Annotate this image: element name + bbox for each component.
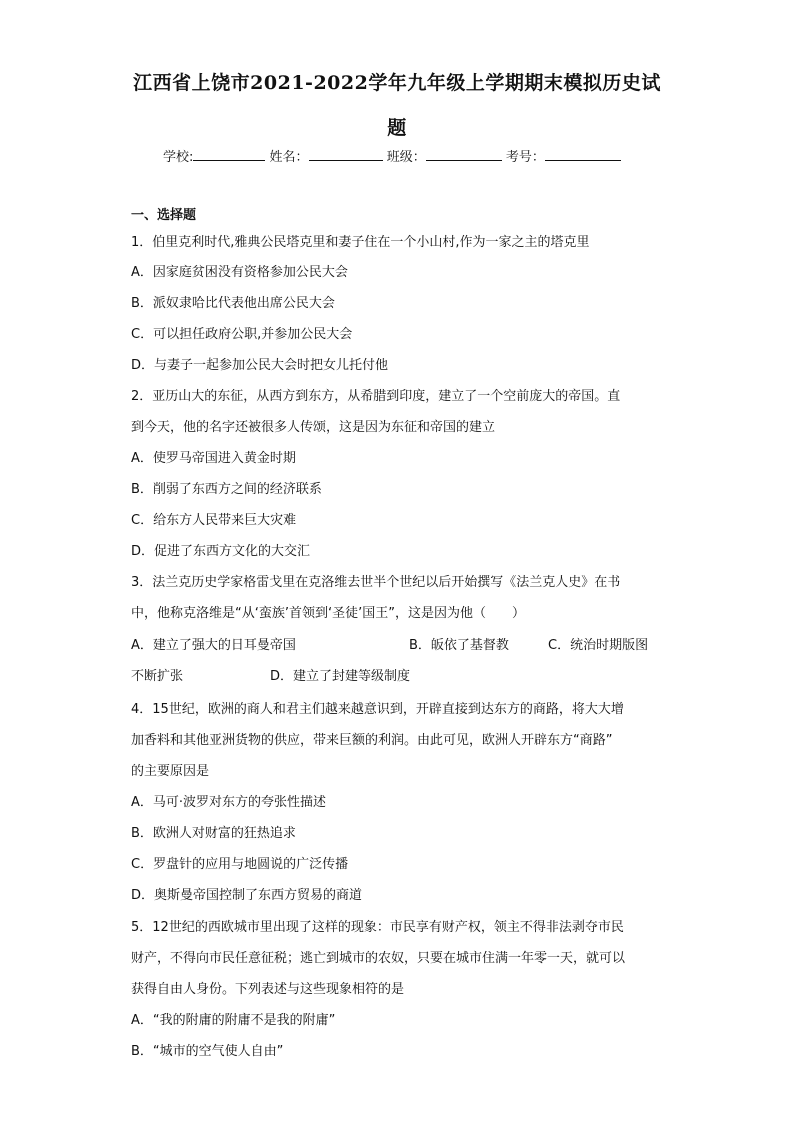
question-4-option-a: A．马可·波罗对东方的夸张性描述 xyxy=(131,795,327,810)
question-1-stem: 1．伯里克利时代,雅典公民塔克里和妻子住在一个小山村,作为一家之主的塔克里 xyxy=(131,235,590,250)
question-1-option-d: D．与妻子一起参加公民大会时把女儿托付他 xyxy=(131,358,389,373)
exam-title-line-2: 题 xyxy=(387,117,407,139)
question-4-stem-line-2: 加香料和其他亚洲货物的供应，带来巨额的利润。由此可见，欧洲人开辟东方“商路” xyxy=(131,733,613,748)
question-1-option-c: C．可以担任政府公职,并参加公民大会 xyxy=(131,327,353,342)
question-5-option-a: A．“我的附庸的附庸不是我的附庸” xyxy=(131,1013,336,1028)
student-info-row xyxy=(163,146,621,165)
question-5-stem-line-1: 5．12世纪的西欧城市里出现了这样的现象：市民享有财产权，领主不得非法剥夺市民 xyxy=(131,920,624,935)
name-label: 姓名： xyxy=(269,150,309,165)
question-4-option-c: C．罗盘针的应用与地圆说的广泛传播 xyxy=(131,857,349,872)
question-3-option-d: D．建立了封建等级制度 xyxy=(270,669,411,684)
question-2-option-d: D．促进了东西方文化的大交汇 xyxy=(131,544,311,559)
class-blank xyxy=(426,147,502,161)
question-1-option-a: A．因家庭贫困没有资格参加公民大会 xyxy=(131,265,348,280)
question-3-option-b: B．皈依了基督教 xyxy=(409,638,509,653)
question-4-option-b: B．欧洲人对财富的狂热追求 xyxy=(131,826,296,841)
question-4-option-d: D．奥斯曼帝国控制了东西方贸易的商道 xyxy=(131,888,363,903)
question-3-stem-line-1: 3．法兰克历史学家格雷戈里在克洛维去世半个世纪以后开始撰写《法兰克人史》在书 xyxy=(131,575,621,590)
question-2-stem-line-1: 2．亚历山大的东征，从西方到东方，从希腊到印度，建立了一个空前庞大的帝国。直 xyxy=(131,389,621,404)
question-5-stem-line-3: 获得自由人身份。下列表述与这些现象相符的是 xyxy=(131,982,405,997)
school-blank xyxy=(193,147,265,161)
question-5-stem-line-2: 财产，不得向市民任意征税；逃亡到城市的农奴，只要在城市住满一年零一天，就可以 xyxy=(131,951,626,966)
school-label: 学校: xyxy=(163,150,194,165)
question-1-option-b: B．派奴隶哈比代表他出席公民大会 xyxy=(131,296,335,311)
question-2-option-a: A．使罗马帝国进入黄金时期 xyxy=(131,451,296,466)
question-3-option-c: C．统治时期版图 xyxy=(548,638,649,653)
name-blank xyxy=(309,147,383,161)
question-3-option-c-continued: 不断扩张 xyxy=(131,669,184,684)
exam-number-blank xyxy=(545,147,621,161)
class-label: 班级： xyxy=(386,150,426,165)
question-4-stem-line-1: 4．15世纪，欧洲的商人和君主们越来越意识到，开辟直接到达东方的商路，将大大增 xyxy=(131,702,624,717)
exam-title-line-1: 江西省上饶市2021-2022学年九年级上学期期末模拟历史试 xyxy=(133,72,661,94)
question-4-stem-line-3: 的主要原因是 xyxy=(131,764,210,779)
section-title: 一、选择题 xyxy=(131,208,197,223)
question-2-option-b: B．削弱了东西方之间的经济联系 xyxy=(131,482,322,497)
question-3-stem-line-2: 中，他称克洛维是“从‘蛮族’首领到‘圣徒’国王”，这是因为他（ ） xyxy=(131,606,525,621)
question-2-option-c: C．给东方人民带来巨大灾难 xyxy=(131,513,297,528)
question-5-option-b: B．“城市的空气使人自由” xyxy=(131,1044,284,1059)
question-2-stem-line-2: 到今天，他的名字还被很多人传颂，这是因为东征和帝国的建立 xyxy=(131,420,496,435)
exam-number-label: 考号： xyxy=(505,150,545,165)
question-3-option-a: A．建立了强大的日耳曼帝国 xyxy=(131,638,296,653)
